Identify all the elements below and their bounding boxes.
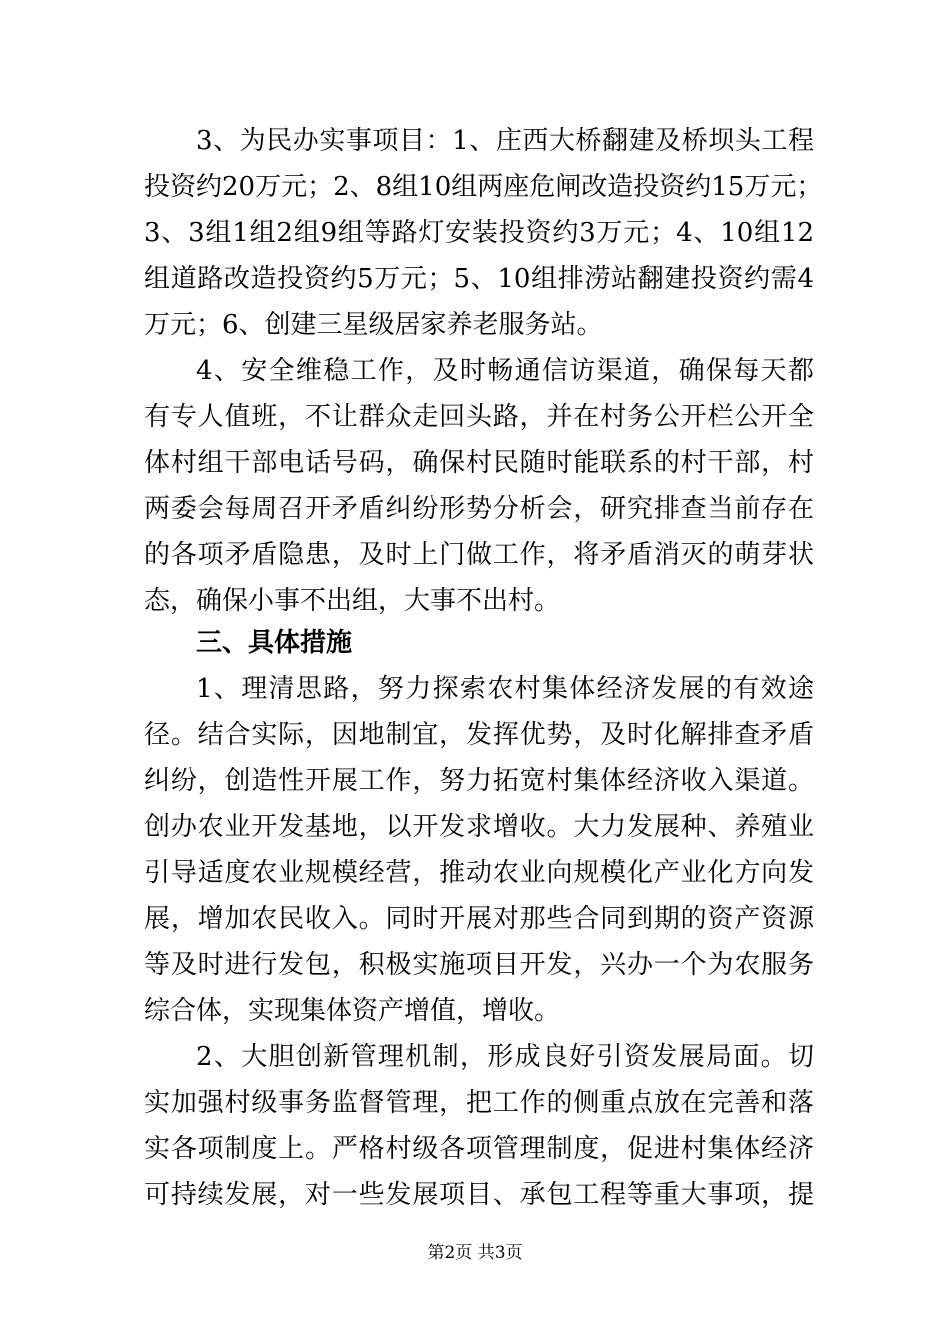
paragraph-2-line-3: 体村组干部电话号码，确保村民随时能联系的村干部，村 [144,448,814,478]
paragraph-4-line-1: 2、大胆创新管理机制，形成良好引资发展局面。切 [196,1042,814,1072]
paragraph-2-line-6: 态，确保小事不出组，大事不出村。 [144,586,561,616]
page-number-footer: 第2页 共3页 [427,1243,523,1263]
paragraph-2-line-5: 的各项矛盾隐患，及时上门做工作，将矛盾消灭的萌芽状 [144,540,814,570]
paragraph-1-line-2: 投资约20万元；2、8组10组两座危闸改造投资约15万元； [144,172,823,202]
paragraph-3-line-6: 展，增加农民收入。同时开展对那些合同到期的资产资源 [144,904,814,934]
section-heading: 三、具体措施 [196,628,353,658]
paragraph-3-line-3: 纠纷，创造性开展工作，努力拓宽村集体经济收入渠道。 [144,766,814,796]
paragraph-2-line-1: 4、安全维稳工作，及时畅通信访渠道，确保每天都 [196,356,814,386]
paragraph-4-line-2: 实加强村级事务监督管理，把工作的侧重点放在完善和落 [144,1088,814,1118]
paragraph-1-line-5: 万元；6、创建三星级居家养老服务站。 [144,310,603,340]
paragraph-3-line-2: 径。结合实际，因地制宜，发挥优势，及时化解排查矛盾 [144,720,814,750]
paragraph-4-line-3: 实各项制度上。严格村级各项管理制度，促进村集体经济 [144,1134,814,1164]
paragraph-3-line-7: 等及时进行发包，积极实施项目开发，兴办一个为农服务 [144,950,814,980]
paragraph-3-line-4: 创办农业开发基地，以开发求增收。大力发展种、养殖业 [144,812,814,842]
paragraph-1-line-3: 3、3组1组2组9组等路灯安装投资约3万元；4、10组12 [144,218,814,248]
paragraph-4-line-4: 可持续发展，对一些发展项目、承包工程等重大事项，提 [144,1180,814,1210]
paragraph-1-line-4: 组道路改造投资约5万元；5、10组排涝站翻建投资约需4 [144,264,814,294]
paragraph-3-line-1: 1、理清思路，努力探索农村集体经济发展的有效途 [196,674,814,704]
paragraph-3-line-5: 引导适度农业规模经营，推动农业向规模化产业化方向发 [144,858,814,888]
paragraph-2-line-2: 有专人值班，不让群众走回头路，并在村务公开栏公开全 [144,402,814,432]
paragraph-1-line-1: 3、为民办实事项目：1、庄西大桥翻建及桥坝头工程 [196,126,814,156]
paragraph-3-line-8: 综合体，实现集体资产增值，增收。 [144,996,561,1026]
paragraph-2-line-4: 两委会每周召开矛盾纠纷形势分析会，研究排查当前存在 [144,494,814,524]
